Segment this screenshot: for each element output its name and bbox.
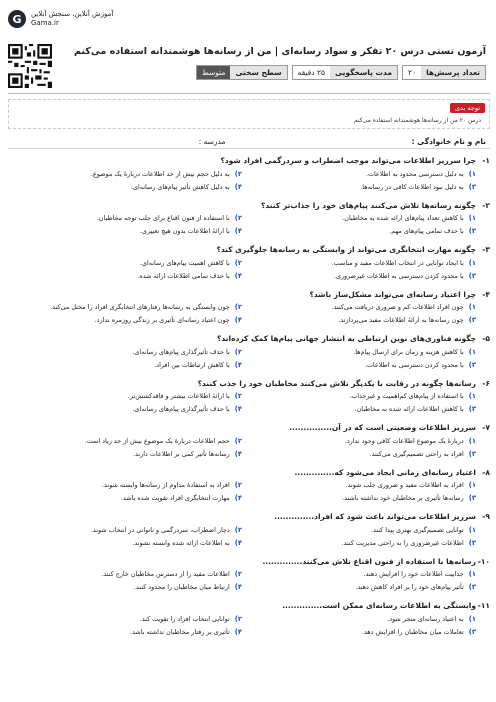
answer-option[interactable] (8, 403, 242, 416)
option-number: ۳) (468, 182, 476, 191)
notice-badge: توجه بدی (450, 103, 485, 113)
option-text: به دلیل نبود اطلاعات کافی در رسانه‌ها. (360, 182, 464, 191)
question-item (8, 377, 490, 422)
answer-option[interactable] (242, 523, 476, 536)
answer-option[interactable] (242, 256, 476, 269)
option-text: با ایجاد توانایی در انتخاب اطلاعات مفید و مناسب. (331, 258, 464, 267)
answer-option[interactable] (8, 180, 242, 193)
question-item (8, 510, 490, 555)
option-text: چون اعتیاد رسانه‌ای تأثیری بر زندگی روزمره ندارد. (94, 316, 230, 324)
question-number: ۸- (482, 467, 490, 477)
option-text: با استفاده از فنون اقناع برای جلب توجه مخاطبان. (96, 214, 230, 222)
question-item (8, 154, 490, 199)
answer-option[interactable] (242, 345, 476, 358)
answer-option[interactable] (242, 358, 476, 371)
option-number: ۳) (468, 360, 476, 369)
options-grid (8, 167, 490, 193)
option-number: ۱) (468, 214, 476, 222)
question-text: سرریز اطلاعات می‌تواند باعث شود که افراد.............. (274, 512, 476, 521)
option-number: ۴) (234, 271, 242, 280)
answer-option[interactable] (242, 390, 476, 403)
option-number: ۱) (468, 347, 476, 356)
question-stem (8, 288, 490, 301)
question-count-value: ۲۰ (403, 66, 421, 79)
option-number: ۳) (468, 538, 476, 547)
question-text: چرا اعتیاد رسانه‌ای می‌تواند مشکل‌ساز باشد؟ (309, 289, 476, 299)
answer-option[interactable] (8, 523, 242, 536)
option-text: با کاهش اهمیت پیام‌های رسانه‌ای. (140, 258, 230, 267)
option-text: با حذف تمامی پیام‌های مهم. (389, 227, 464, 235)
option-number: ۴) (234, 538, 242, 547)
option-text: جذابیت اطلاعات خود را افزایش دهند. (363, 570, 464, 578)
answer-option[interactable] (242, 612, 476, 625)
question-text: چگونه فناوری‌های نوین ارتباطی به انتشار جهانی پیام‌ها کمک کرده‌اند؟ (217, 334, 476, 343)
question-number: ۳- (482, 245, 490, 254)
options-grid (8, 612, 490, 638)
option-text: تعاملات میان مخاطبان را افزایش دهد. (361, 627, 464, 636)
answer-option[interactable] (8, 314, 242, 327)
answer-option[interactable] (8, 301, 242, 314)
answer-option[interactable] (8, 358, 242, 371)
answer-option[interactable] (8, 492, 242, 505)
option-number: ۴) (234, 182, 242, 191)
option-number: ۲) (234, 169, 242, 178)
question-item (8, 599, 490, 644)
question-number: ۱- (482, 156, 490, 165)
option-text: توانایی تصمیم‌گیری بهتری پیدا کنند. (370, 525, 464, 534)
option-text: با حذف تأثیرگذاری پیام‌های رسانه‌ای. (132, 405, 230, 413)
option-text: چون رسانه‌ها به ارائهٔ اطلاعات مفید می‌پردازند. (338, 316, 464, 324)
question-stem (8, 599, 490, 612)
options-grid (8, 568, 490, 594)
question-item (8, 421, 490, 466)
option-text: افراد به استفادهٔ مداوم از رسانه‌ها وابسته شوند. (102, 481, 230, 489)
question-item (8, 243, 490, 288)
option-number: ۱) (468, 525, 476, 534)
options-grid (8, 523, 490, 549)
option-text: رسانه‌ها تأثیر کمی بر اطلاعات دارند. (133, 449, 230, 458)
option-text: اطلاعات غیرضروری را به راحتی مدیریت کنند. (341, 538, 464, 547)
option-text: به دلیل کاهش تأثیر پیام‌های رسانه‌ای. (131, 182, 230, 191)
option-number: ۱) (468, 258, 476, 267)
options-grid (8, 345, 490, 371)
option-number: ۲) (234, 392, 242, 400)
option-number: ۱) (468, 392, 476, 400)
option-number: ۲) (234, 436, 242, 445)
option-text: به دلیل حجم بیش از حد اطلاعات دربارهٔ یک موضوع. (90, 169, 230, 178)
option-number: ۳) (468, 494, 476, 502)
option-number: ۲) (234, 214, 242, 222)
option-number: ۱) (468, 570, 476, 578)
answer-option[interactable] (242, 479, 476, 492)
notice-text: درس ۲۰ من از رسانه‌ها هوشمندانه استفاده می‌کنم (353, 117, 481, 124)
answer-option[interactable] (242, 581, 476, 594)
option-text: به اعتیاد رسانه‌ای منجر شود. (387, 614, 464, 623)
option-number: ۱) (468, 614, 476, 623)
option-number: ۳) (468, 271, 476, 280)
answer-option[interactable] (242, 434, 476, 447)
exam-meta (56, 65, 490, 80)
question-text: چرا سرریز اطلاعات می‌تواند موجب اضطراب و سردرگمی افراد شود؟ (220, 156, 476, 165)
option-number: ۱) (468, 436, 476, 445)
option-text: با کاهش تعداد پیام‌های ارائه شده به مخاطبان. (342, 214, 464, 222)
qr-code-icon (8, 44, 52, 88)
option-number: ۴) (234, 627, 242, 636)
option-text: اطلاعات مفید را از دسترس مخاطبان خارج کنند. (101, 570, 230, 578)
options-grid (8, 301, 490, 327)
answer-option[interactable] (242, 167, 476, 180)
question-list (8, 154, 490, 644)
question-stem (8, 510, 490, 523)
option-number: ۳) (468, 449, 476, 458)
option-number: ۳) (468, 316, 476, 324)
gama-logo-icon: G (8, 10, 26, 28)
answer-option[interactable] (242, 301, 476, 314)
option-text: با کاهش هزینه و زمان برای ارسال پیام‌ها. (353, 347, 464, 356)
answer-option[interactable] (242, 536, 476, 549)
exam-header (8, 42, 490, 90)
question-number: ۵- (482, 334, 490, 343)
question-text: رسانه‌ها چگونه در رقابت با یکدیگر تلاش می‌کنند مخاطبان خود را جذب کنند؟ (197, 378, 476, 388)
question-item (8, 332, 490, 377)
question-text: سرریز اطلاعات وضعیتی است که در آن............... (289, 423, 476, 432)
brand-domain[interactable]: Gama.ir (31, 19, 59, 27)
option-text: دربارهٔ یک موضوع اطلاعات کافی وجود ندارد. (344, 436, 464, 445)
option-text: حجم اطلاعات دربارهٔ یک موضوع بیش از حد زیاد است. (84, 436, 230, 445)
answer-option[interactable] (8, 536, 242, 549)
option-number: ۲) (234, 481, 242, 489)
option-text: با حذف تأثیرگذاری پیام‌های رسانه‌ای. (132, 347, 230, 356)
notice-box (8, 99, 490, 129)
question-number: ۷- (482, 423, 490, 432)
option-text: افراد به اطلاعات مفید و ضروری جلب شوند. (345, 481, 464, 489)
answer-option[interactable] (242, 625, 476, 638)
option-number: ۲) (234, 347, 242, 356)
option-text: با حذف تمامی اطلاعات ارائه شده. (137, 271, 230, 280)
option-number: ۲) (234, 525, 242, 534)
option-number: ۱) (468, 481, 476, 489)
duration-value: ۲۵ دقیقه (293, 66, 330, 79)
answer-option[interactable] (242, 568, 476, 581)
answer-option[interactable] (8, 167, 242, 180)
option-text: رسانه‌ها تأثیری بر مخاطبان خود نداشته باشند. (342, 494, 464, 502)
question-item (8, 199, 490, 244)
answer-option[interactable] (242, 180, 476, 193)
option-number: ۴) (234, 316, 242, 324)
options-grid (8, 479, 490, 505)
answer-option[interactable] (8, 225, 242, 238)
answer-option[interactable] (242, 403, 476, 416)
option-number: ۴) (234, 583, 242, 591)
option-text: به اطلاعات ارائه شده وابسته نشوند. (132, 538, 230, 547)
option-text: با محدود کردن دسترسی به اطلاعات. (364, 360, 464, 369)
option-number: ۲) (234, 614, 242, 623)
answer-option[interactable] (8, 568, 242, 581)
question-item (8, 555, 490, 600)
brand-tagline: آموزش آنلاین، سنجش آنلاین (31, 10, 114, 18)
difficulty-chip: سطح سختی متوسط (196, 65, 288, 80)
option-text: با ارائهٔ اطلاعات بیشتر و فاقدکشش‌تر. (127, 392, 230, 400)
option-number: ۴) (234, 360, 242, 369)
option-number: ۳) (468, 583, 476, 591)
answer-option[interactable] (8, 625, 242, 638)
option-number: ۴) (234, 227, 242, 235)
answer-option[interactable] (8, 390, 242, 403)
question-number: ۹- (482, 512, 490, 521)
question-number: ۶- (482, 378, 490, 388)
question-stem (8, 332, 490, 345)
exam-title: آزمون تستی درس ۲۰ تفکر و سواد رسانه‌ای | من از رسانه‌ها هوشمندانه استفاده می‌کنم (73, 46, 486, 57)
answer-option[interactable] (8, 434, 242, 447)
option-text: تأثیر پیام‌های خود را بر افراد کاهش دهند. (355, 583, 464, 591)
answer-option[interactable] (8, 256, 242, 269)
duration-chip: مدت پاسخگویی ۲۵ دقیقه (292, 65, 398, 80)
student-info-row (8, 135, 490, 149)
question-number: ۲- (482, 200, 490, 210)
answer-option[interactable] (8, 212, 242, 225)
question-number: ۱۱- (477, 601, 490, 610)
question-text: چگونه رسانه‌ها تلاش می‌کنند پیام‌های خود را جذاب‌تر کنند؟ (261, 200, 476, 210)
option-number: ۲) (234, 303, 242, 311)
question-stem (8, 243, 490, 256)
option-text: با کاهش ارتباطات بین افراد. (154, 360, 230, 369)
option-text: با کاهش اطلاعات ارائه شده به مخاطبان. (354, 405, 464, 413)
question-text: اعتیاد رسانه‌ای زمانی ایجاد می‌شود که.............. (294, 467, 476, 477)
header-divider (8, 93, 490, 94)
option-text: با محدود کردن دسترسی به اطلاعات غیرضروری. (333, 271, 464, 280)
answer-option[interactable] (242, 269, 476, 282)
option-text: دچار اضطراب، سردرگمی و ناتوانی در انتخاب شوند. (90, 525, 230, 534)
question-text: رسانه‌ها با استفاده از فنون اقناع تلاش می‌کنند.............. (262, 556, 476, 566)
options-grid (8, 212, 490, 238)
option-text: چون افراد اطلاعات کم و ضروری دریافت می‌کنند. (331, 303, 464, 311)
student-name-label: نام و نام خانوادگی : (411, 137, 486, 146)
question-text: وابستگی به اطلاعات رسانه‌ای ممکن است.............. (282, 601, 476, 610)
question-count-chip: تعداد پرسش‌ها ۲۰ (402, 65, 486, 80)
answer-option[interactable] (8, 269, 242, 282)
option-number: ۲) (234, 258, 242, 267)
difficulty-value: متوسط (197, 66, 231, 79)
option-text: توانایی انتخاب افراد را تقویت کند. (139, 614, 230, 623)
option-number: ۱) (468, 169, 476, 178)
option-text: با استفاده از پیام‌های کم‌اهمیت و غیرجذاب. (349, 392, 464, 400)
option-number: ۲) (234, 570, 242, 578)
brand[interactable] (8, 10, 113, 28)
question-stem (8, 555, 490, 568)
option-text: تأثیری بر رفتار مخاطبان نداشته باشد. (129, 627, 230, 636)
answer-option[interactable] (8, 612, 242, 625)
answer-option[interactable] (242, 314, 476, 327)
question-stem (8, 154, 490, 167)
option-text: با ارائهٔ اطلاعات بدون هیچ تغییری. (139, 227, 230, 235)
question-stem (8, 199, 490, 212)
answer-option[interactable] (8, 447, 242, 460)
option-text: به دلیل دسترسی محدود به اطلاعات. (365, 169, 464, 178)
answer-option[interactable] (242, 212, 476, 225)
options-grid (8, 256, 490, 282)
option-number: ۳) (468, 405, 476, 413)
option-number: ۳) (468, 227, 476, 235)
answer-option[interactable] (8, 479, 242, 492)
question-stem (8, 377, 490, 390)
option-text: چون وابستگی به رسانه‌ها رفتارهای انتخابگری افراد را مختل می‌کند. (50, 303, 230, 311)
question-text: چگونه مهارت انتخابگری می‌تواند از وابستگی به رسانه‌ها جلوگیری کند؟ (216, 245, 476, 254)
option-number: ۴) (234, 405, 242, 413)
question-stem (8, 421, 490, 434)
options-grid (8, 434, 490, 460)
question-number: ۴- (482, 289, 490, 299)
option-number: ۴) (234, 449, 242, 458)
question-stem (8, 466, 490, 479)
answer-option[interactable] (8, 581, 242, 594)
question-number: ۱۰- (477, 556, 490, 566)
option-text: افراد به راحتی تصمیم‌گیری می‌کنند. (369, 449, 464, 458)
answer-option[interactable] (242, 225, 476, 238)
answer-option[interactable] (242, 492, 476, 505)
option-text: مهارت انتخابگری افراد تقویت شده باشد. (120, 494, 230, 502)
option-text: ارتباط میان مخاطبان را محدود کنند. (134, 583, 230, 591)
option-number: ۳) (468, 627, 476, 636)
options-grid (8, 390, 490, 416)
question-item (8, 288, 490, 333)
question-item (8, 466, 490, 511)
option-number: ۱) (468, 303, 476, 311)
option-number: ۴) (234, 494, 242, 502)
top-bar (0, 0, 496, 42)
answer-option[interactable] (242, 447, 476, 460)
answer-option[interactable] (8, 345, 242, 358)
school-label: مدرسه : (198, 137, 226, 146)
